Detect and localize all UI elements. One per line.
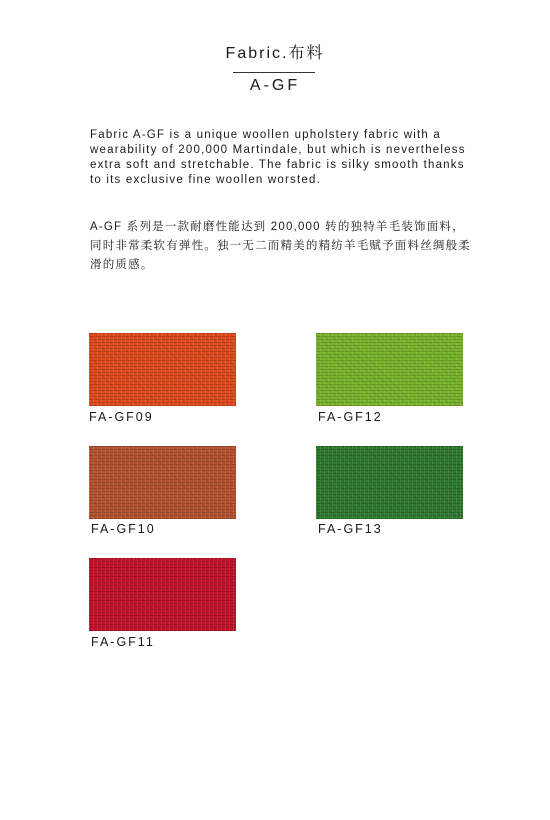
swatch-label-fa-gf13: FA-GF13 [318,522,383,536]
swatch-fa-gf11 [89,558,236,631]
swatch-texture [89,446,236,519]
swatch-texture [316,446,463,519]
swatch-label-fa-gf12: FA-GF12 [318,410,383,424]
swatch-fa-gf12 [316,333,463,406]
header-title: Fabric.布料 [225,45,325,62]
swatch-texture [316,333,463,406]
swatch-label-fa-gf11: FA-GF11 [91,635,155,649]
header-code: A-GF [249,77,301,94]
swatch-fa-gf13 [316,446,463,519]
swatch-fa-gf09 [89,333,236,406]
description-english: Fabric A-GF is a unique woollen upholstery fabric with a wearability of 200,000 Martindale, but which is nevertheless extra soft and stretchable. The fabric is silky smooth thanks to its exclusive fine woollen worsted. [90,129,466,186]
swatch-label-fa-gf10: FA-GF10 [91,522,156,536]
swatch-texture [89,333,236,406]
swatch-texture [89,558,236,631]
swatch-label-fa-gf09: FA-GF09 [89,410,154,424]
header-divider [233,72,315,73]
description-chinese: A-GF 系列是一款耐磨性能达到 200,000 转的独特羊毛装饰面料，同时非常柔软有弹性。独一无二而精美的精纺羊毛赋予面料丝绸般柔滑的质感。 [90,221,471,271]
swatch-fa-gf10 [89,446,236,519]
